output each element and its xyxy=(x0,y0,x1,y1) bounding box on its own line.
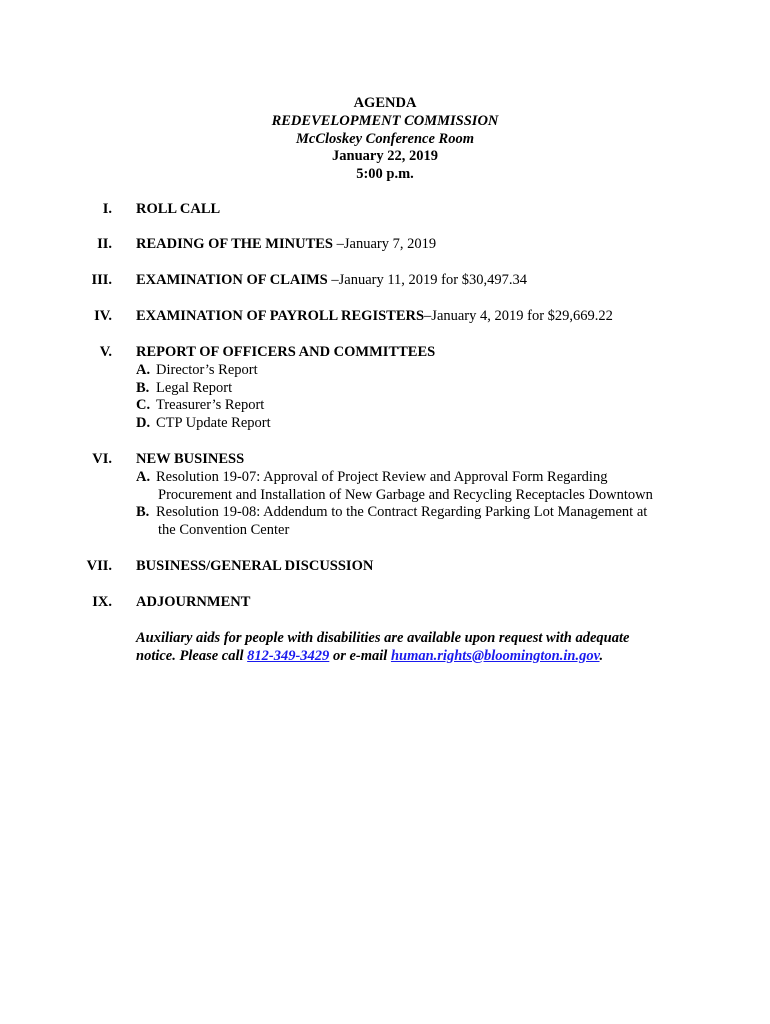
sub-item-text: Director’s Report xyxy=(156,361,258,378)
sub-item-letter: B. xyxy=(136,379,150,396)
sub-item-letter: B. xyxy=(136,504,150,521)
phone-link[interactable]: 812-349-3429 xyxy=(247,647,330,664)
item-number: IX. xyxy=(92,594,112,610)
sub-item-text: CTP Update Report xyxy=(156,415,271,432)
item-title: EXAMINATION OF CLAIMS xyxy=(136,272,328,288)
meeting-date: January 22, 2019 xyxy=(332,148,438,165)
item-number: VII. xyxy=(86,558,112,574)
item-number: IV. xyxy=(94,308,112,324)
item-detail: –January 11, 2019 for $30,497.34 xyxy=(327,272,527,288)
sub-item xyxy=(136,380,232,398)
sub-item-text: Resolution 19-07: Approval of Project Review and Approval Form Regarding xyxy=(156,468,608,485)
item-number: III. xyxy=(91,272,112,288)
sub-item xyxy=(136,415,271,433)
item-detail: –January 4, 2019 for $29,669.22 xyxy=(424,308,613,324)
item-number: I. xyxy=(102,201,112,217)
item-detail: –January 7, 2019 xyxy=(333,236,437,252)
sub-item-letter: C. xyxy=(136,397,151,414)
accessibility-notice xyxy=(136,630,696,666)
notice-line-2: notice. Please call 812-349-3429 or e-mail human.rights@bloomington.in.gov. xyxy=(136,647,604,664)
sub-item-letter: A. xyxy=(136,361,151,378)
sub-item-continuation: Procurement and Installation of New Garbage and Recycling Receptacles Downtown xyxy=(158,486,653,503)
item-title: BUSINESS/GENERAL DISCUSSION xyxy=(136,558,374,574)
agenda-heading: AGENDA xyxy=(353,95,417,111)
agenda-header xyxy=(0,95,770,184)
item-title: ROLL CALL xyxy=(136,201,221,217)
notice-line-1: Auxiliary aids for people with disabilities are available upon request with adequate xyxy=(136,630,630,646)
sub-item xyxy=(136,362,258,380)
item-number: V. xyxy=(99,344,112,360)
item-title: REPORT OF OFFICERS AND COMMITTEES xyxy=(136,344,436,360)
item-title: NEW BUSINESS xyxy=(136,451,245,467)
meeting-location: McCloskey Conference Room xyxy=(295,130,474,147)
item-title: READING OF THE MINUTES xyxy=(136,236,333,252)
sub-item xyxy=(136,469,607,487)
commission-name: REDEVELOPMENT COMMISSION xyxy=(271,112,499,129)
sub-item-text: Treasurer’s Report xyxy=(156,397,265,414)
item-title: ADJOURNMENT xyxy=(136,594,251,610)
sub-item-text: Legal Report xyxy=(156,379,233,396)
sub-item xyxy=(136,397,264,415)
sub-item-text: Resolution 19-08: Addendum to the Contract Regarding Parking Lot Management at xyxy=(156,504,648,521)
item-number: VI. xyxy=(92,451,112,467)
sub-item-continuation: the Convention Center xyxy=(158,522,290,539)
sub-item-letter: D. xyxy=(136,415,151,432)
email-link[interactable]: human.rights@bloomington.in.gov xyxy=(390,647,600,664)
item-number: II. xyxy=(97,236,112,252)
sub-item xyxy=(136,504,647,522)
item-title: EXAMINATION OF PAYROLL REGISTERS xyxy=(136,308,425,324)
meeting-time: 5:00 p.m. xyxy=(356,166,414,183)
sub-item-letter: A. xyxy=(136,468,151,485)
